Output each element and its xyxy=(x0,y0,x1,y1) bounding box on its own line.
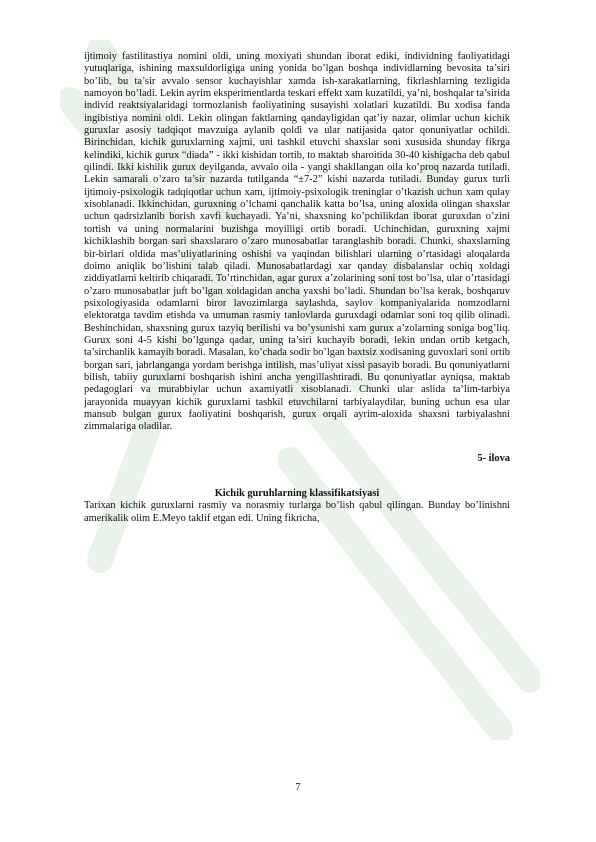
body-paragraph-continued: Tarixan kichik guruxlarni rasmiy va norasmiy turlarga bo’lish qabul qilingan. Bunday bo’linishni amerikalik olim E.Meyo taklif etgan edi. Uning fikricha, xyxy=(84,500,510,524)
body-paragraph: ijtimoiy fastilitastiya nomini oldi, uning moxiyati shundan iborat ediki, individning faoliyatidagi yutuqlariga, ishining maxsuldorligiga uning yonida bo’lgan boshqa individlarning bevosita ta’siri bo’lib, bu ta’sir avvalo sensor kuchayishlar xamda ish-xarakatlarning, fikrlashlarning tezligida namoyon bo’ladi. Lekin ayrim eksperimentlarda teskari effekt xam kuzatildi, ya’ni, boshqalar ta’sirida individ reaktsiyalaridagi tormozlanish faoliyatining susayishi xolatlari kuzatildi. Bu xodisa fanda ingibistiya nomini oldi. Lekin olingan faktlarning qandayligidan qat’iy nazar, olimlar uchun kichik guruxlar asosiy tadqiqot mavzuiga aylanib qoldi va ular natijasida qator qonuniyatlar ochildi. Birinchidan, kichik guruxlarning xajmi, uni tashkil etuvchi shaxslar soni xususida shunday fikrga kelindiki, kichik gurux “diada” - ikki kishidan tortib, to maktab sharoitida 30-40 kishigacha deb qabul qilindi. Ikki kishilik gurux deyilganda, avvalo oila - yangi shakllangan oila ko’proq nazarda tutiladi. Lekin samarali o’zaro ta’sir nazarda tutilganda “±7-2” kishi nazarda tutiladi. Bunday gurux turli ijtimoiy-psixologik tadqiqotlar uchun xam, ijtimoiy-psixologik treninglar o’tkazish uchun xam qulay xisoblanadi. Ikkinchidan, guruxning o’lchami qanchalik katta bo’lsa, uning aloxida olingan shaxslar uchun qadrsizlanib borish xavfi kuchayadi. Ya’ni, shaxsning ko’pchilikdan iborat guruxdan o’zini tortish va uning normalarini buzishga moyilligi ortib boradi. Uchinchidan, guruxning xajmi kichiklashib borgan sari shaxslararo o’zaro munosabatlar taranglashib boradi. Chunki, shaxslarning bir-birlari oldida mas’uliyatlarining oshishi va yaqindan bilishlari ularning o’rtasidagi aloqalarda doimo aniqlik bo’lishini talab qiladi. Munosabatlardagi xar qanday disbalanslar ochiq xoldagi ziddiyatlarni keltirib chiqaradi. To’rtinchidan, agar gurux a’zolarining soni tost bo’lsa, ular o’rtasidagi o’zaro munosabatlar juft bo’lgan xoldagidan ancha yaxshi bo’ladi. Shundan bo’lsa kerak, boshqaruv psixologiyasida odamlarni biror lavozimlarga saylashda, saylov kompaniyalarida nomzodlarni elektoratga tavdim etishda va umuman rasmiy tanlovlarda guruxdagi odamlar soni toq qilib olinadi. Beshinchidan, shaxsning gurux tazyiq berilishi va bo’ysunishi xam gurux a’zolarning soniga bog’liq. Gurux soni 4-5 kishi bo’lgunga qadar, uning ta’siri kuchayib boradi, lekin undan ortib ketgach, ta’sirchanlik kamayib boradi. Masalan, ko’chada sodir bo’lgan baxtsiz xodisaning guvoxlari soni ortib borgan sari, jabrlanganga yordam berishga intilish, mas’uliyat xissi pasayib boradi. Bu qonuniyatlarni bilish, tabiiy guruxlarni boshqarish ishini ancha yengillashtiradi. Bu qonuniyatlar ayniqsa, maktab pedagoglari va murabbiylar uchun axamiyatli xisoblanadi. Chunki ular aslida ta’lim-tarbiya jarayonida muayyan kichik guruxlarni tashkil etuvchilarni tarbiyalaydilar, buning uchun esa ular mansub bulgan gurux faoliyatini boshqarish, gurux orqali ayrim-aloxida shaxsni tarbiyalashni zimmalariga oladilar. xyxy=(84,51,510,433)
page-number: 7 xyxy=(295,782,301,793)
appendix-label: 5- ilova xyxy=(477,452,510,464)
section-heading: Kichik guruhlarning klassifikatsiyasi xyxy=(214,488,380,499)
document-body xyxy=(84,51,510,525)
